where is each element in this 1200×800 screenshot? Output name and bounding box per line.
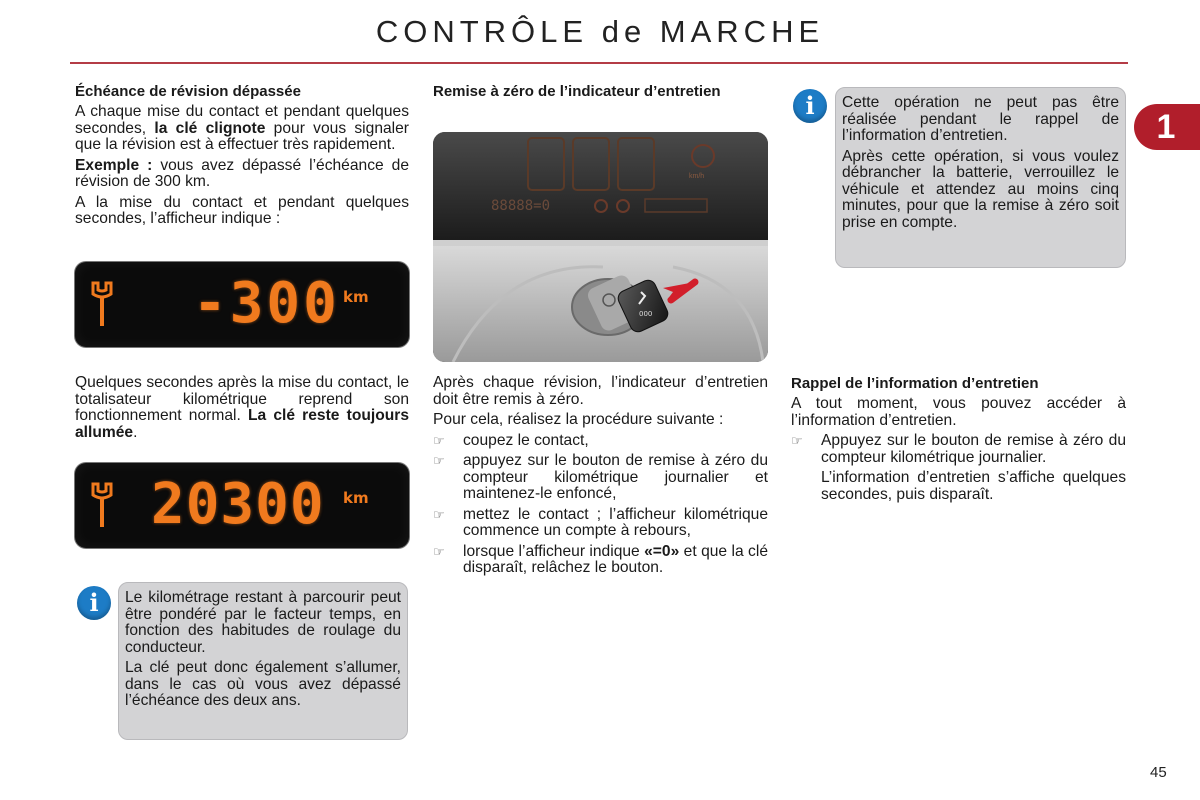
list-item — [791, 433, 1126, 466]
list-item — [433, 453, 768, 503]
bold-span: la clé clignote — [154, 119, 266, 137]
section-heading-reminder: Rappel de l’information d’entretien — [791, 375, 1039, 392]
lcd-value: -300 — [193, 271, 340, 336]
paragraph: A la mise du contact et pendant quelques secondes, l’afficheur indique : — [75, 193, 409, 227]
list-item-text: coupez le contact, — [463, 431, 589, 449]
section-heading-reset: Remise à zéro de l’indicateur d’entretien — [433, 83, 721, 100]
chapter-tab: 1 — [1134, 104, 1200, 150]
paragraph — [75, 158, 409, 191]
column-2-body — [433, 375, 768, 581]
lcd-display-minus-300 — [75, 262, 409, 347]
bullet-hand-icon: ☞ — [433, 432, 445, 448]
list-item-text: lorsque l’afficheur indique — [463, 542, 645, 560]
page-number: 45 — [1150, 764, 1167, 781]
list-item — [433, 544, 768, 577]
wrench-icon — [89, 280, 115, 330]
paragraph — [75, 375, 409, 441]
lcd-unit: km — [343, 288, 369, 306]
info-paragraph: Après cette opération, si vous voulez débrancher la batterie, verrouillez le véhicule et attendez au moins cinq minutes, pour que la remise à zéro soit prise en compte. — [842, 147, 1119, 231]
column-1-middle — [75, 375, 409, 445]
list-item — [433, 433, 768, 450]
cluster-speed-unit: km/h — [689, 173, 705, 180]
info-paragraph: La clé peut donc également s’allumer, dans le cas où vous avez dépassé l’échéance des deux ans. — [125, 659, 401, 709]
column-1-top — [75, 84, 409, 232]
paragraph: Après chaque révision, l’indicateur d’entretien doit être remis à zéro. — [433, 374, 768, 408]
list-item-text: et que la clé disparaît, relâchez le bouton. — [463, 542, 768, 576]
info-paragraph: Le kilométrage restant à parcourir peut être pondéré par le facteur temps, en fonction des habitudes de roulage du conducteur. — [125, 589, 401, 656]
paragraph-indented: L’information d’entretien s’affiche quelques secondes, puis disparaît. — [821, 469, 1126, 503]
section-heading-revision-overdue: Échéance de révision dépassée — [75, 83, 301, 100]
bullet-hand-icon: ☞ — [433, 453, 445, 468]
lcd-display-20300 — [75, 463, 409, 548]
list-item — [433, 507, 768, 540]
paragraph: A tout moment, vous pouvez accéder à l’information d’entretien. — [791, 395, 1126, 429]
bold-span: La clé reste toujours allumée — [75, 407, 409, 441]
paragraph: Pour cela, réalisez la procédure suivante : — [433, 411, 724, 428]
page-title: CONTRÔLE de MARCHE — [375, 14, 825, 49]
instrument-cluster-photo — [433, 132, 768, 362]
text-span: vous avez dépassé l’échéance de révision de 300 km. — [75, 156, 409, 190]
procedure-list — [433, 433, 768, 577]
column-2-top — [433, 84, 768, 104]
info-icon: i — [793, 89, 827, 123]
bold-span: Exemple : — [75, 156, 153, 174]
list-item-text: appuyez sur le bouton de remise à zéro du compteur kilométrique journalier et maintenez-le enfoncé, — [463, 452, 768, 502]
lcd-unit: km — [343, 489, 369, 507]
info-box-reset-warning — [835, 87, 1126, 268]
lcd-value: 20300 — [151, 472, 325, 537]
text-span: A chaque mise du contact et pendant quelques secondes, — [75, 103, 409, 137]
reminder-list — [791, 433, 1126, 466]
cluster-illustration — [433, 132, 768, 362]
text-span: Quelques secondes après la mise du contact, le totalisateur kilométrique reprend son fonctionnement normal. — [75, 374, 409, 424]
bullet-hand-icon: ☞ — [433, 506, 445, 522]
info-box-mileage — [118, 582, 408, 740]
paragraph — [75, 104, 409, 154]
text-span: . — [133, 423, 138, 441]
list-item-text: mettez le contact ; l’afficheur kilométrique commence un compte à rebours, — [463, 505, 768, 539]
list-item-text: Appuyez sur le bouton de remise à zéro du compteur kilométrique journalier. — [821, 432, 1126, 466]
text-span: pour vous signaler que la révision est à effectuer très rapidement. — [75, 119, 409, 153]
info-icon: i — [77, 586, 111, 620]
cluster-odometer: 88888=0 — [491, 198, 551, 214]
wrench-icon — [89, 481, 115, 531]
column-3-body — [791, 376, 1126, 507]
bullet-hand-icon: ☞ — [791, 433, 803, 448]
header-rule — [70, 62, 1128, 64]
bold-span: «=0» — [644, 542, 680, 560]
bullet-hand-icon: ☞ — [433, 543, 445, 559]
info-paragraph: Cette opération ne peut pas être réalisée pendant le rappel de l’information d’entretien. — [842, 94, 1119, 144]
button-zeros: 000 — [639, 310, 653, 318]
